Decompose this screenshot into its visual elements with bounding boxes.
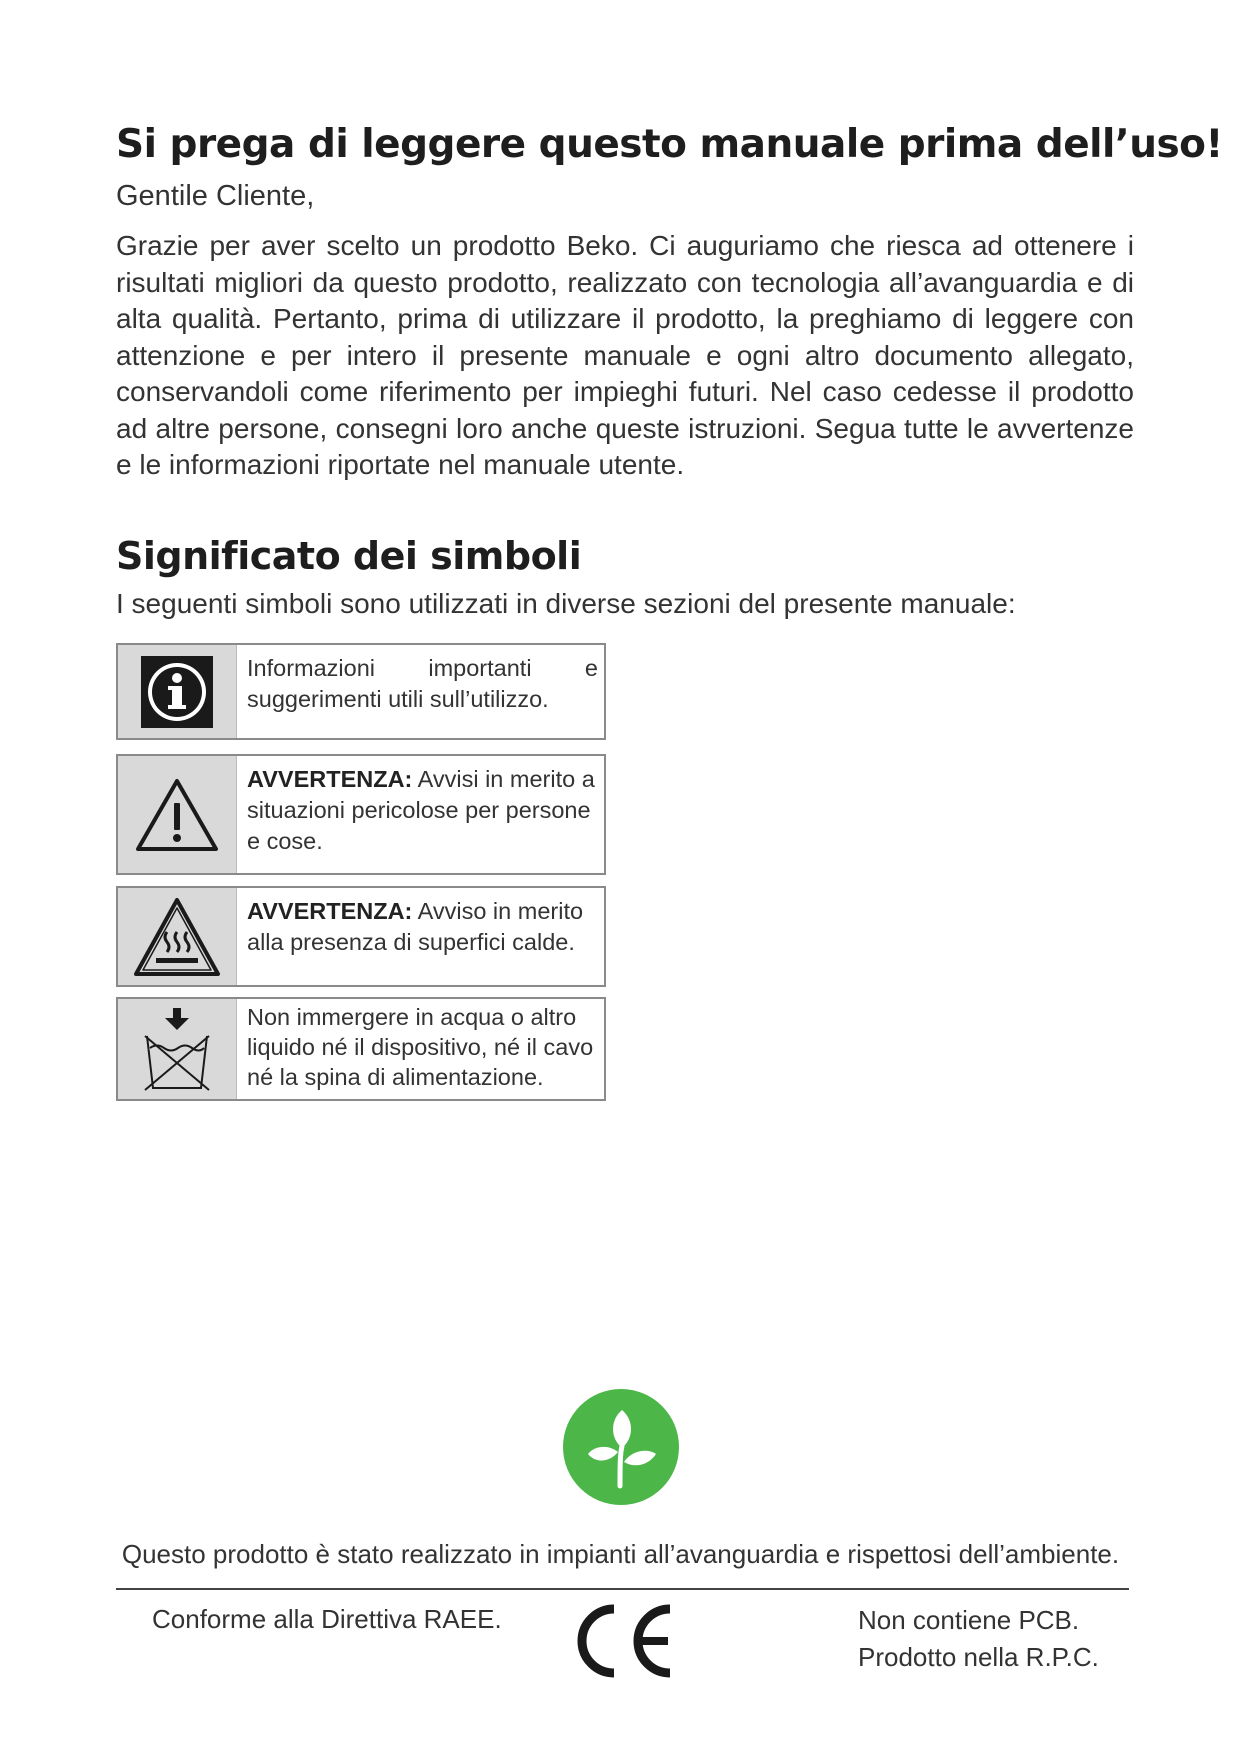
symbol-description: Non immergere in acqua o altro liquido né il dispositivo, né il cavo né la spina di alimentazione.	[247, 1004, 594, 1090]
symbol-description: Avviso in merito alla presenza di superfici calde.	[247, 898, 584, 955]
origin-line: Prodotto nella R.P.C.	[858, 1642, 1099, 1672]
eco-statement: Questo prodotto è stato realizzato in impianti all’avanguardia e rispettosi dell’ambiente.	[121, 1539, 1120, 1569]
hot-surface-icon	[118, 888, 237, 985]
symbol-row-hot-surface	[116, 886, 606, 987]
intro-paragraph: Grazie per aver scelto un prodotto Beko. Ci auguriamo che riesca ad ottenere i risultati migliori da questo prodotto, realizzato con tecnologia all’avanguardia e di alta qualità. Pertanto, prima di utilizzare il prodotto, la preghiamo di leggere con attenzione e per intero il presente manuale e ogni altro documento allegato, conservandoli come riferimento per impieghi futuri. Nel caso cedesse il prodotto ad altre persone, consegni loro anche queste istruzioni. Segua tutte le avvertenze e le informazioni riportate nel manuale utente.	[116, 230, 1134, 480]
symbol-description: Avvisi in merito a situazioni pericolose per persone e cose.	[247, 766, 595, 854]
info-icon	[118, 645, 237, 738]
symbol-row-no-immersion	[116, 997, 606, 1101]
weee-compliance: Conforme alla Direttiva RAEE.	[152, 1604, 502, 1634]
page-title: Si prega di leggere questo manuale prima dell’uso!	[116, 122, 1223, 167]
pcb-info	[858, 1602, 1099, 1676]
no-immersion-icon	[118, 999, 237, 1099]
symbols-intro: I seguenti simboli sono utilizzati in diverse sezioni del presente manuale:	[116, 588, 1016, 619]
greeting: Gentile Cliente,	[116, 180, 315, 212]
symbol-text	[237, 888, 604, 985]
symbol-row-warning	[116, 754, 606, 875]
leaf-icon	[562, 1388, 680, 1506]
symbol-text	[237, 999, 604, 1099]
warning-triangle-icon	[118, 756, 237, 873]
symbol-text	[237, 645, 604, 738]
footer-divider	[116, 1588, 1129, 1590]
ce-mark-icon	[570, 1601, 675, 1681]
symbols-heading: Significato dei simboli	[116, 534, 582, 578]
symbol-text	[237, 756, 604, 873]
symbol-description: Informazioni importanti e suggerimenti utili sull’utilizzo.	[247, 655, 598, 712]
warning-label: AVVERTENZA:	[247, 898, 413, 924]
pcb-line: Non contiene PCB.	[858, 1605, 1080, 1635]
symbol-row-info	[116, 643, 606, 740]
warning-label: AVVERTENZA:	[247, 766, 413, 792]
